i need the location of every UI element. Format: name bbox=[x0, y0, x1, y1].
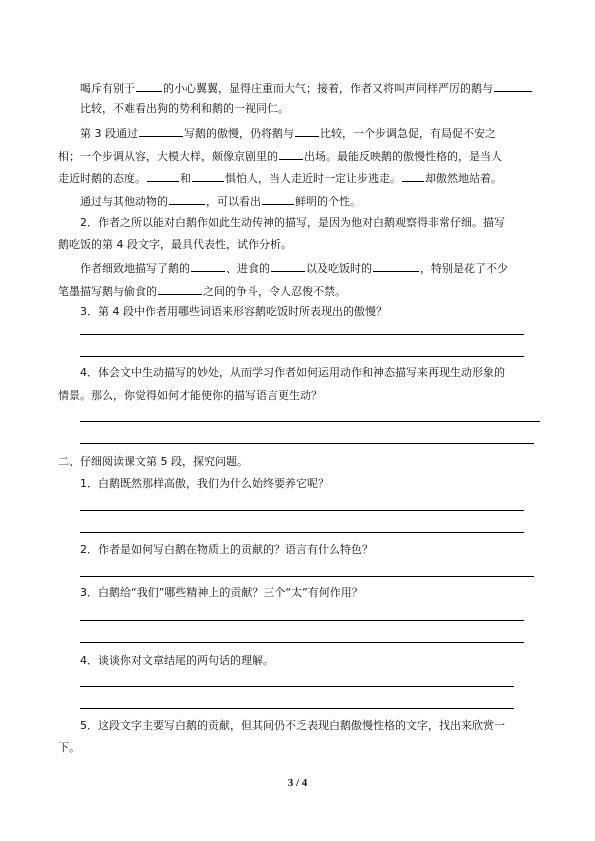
text-line bbox=[58, 148, 502, 164]
text-line bbox=[80, 102, 289, 116]
answer-line[interactable] bbox=[80, 443, 534, 444]
text-line bbox=[80, 260, 508, 276]
text-segment: 3．第 4 段中作者用哪些词语来形容鹅吃饭时所表现出的傲慢？ bbox=[80, 305, 387, 318]
text-segment: 出场。最能反映鹅的傲慢性格的，是当人 bbox=[304, 150, 502, 163]
text-line bbox=[80, 193, 361, 209]
answer-line[interactable] bbox=[80, 708, 514, 709]
answer-line[interactable] bbox=[80, 421, 540, 422]
text-segment: 的小心翼翼，显得庄重而大气；接着，作者又将叫声同样严厉的鹅与 bbox=[163, 82, 493, 95]
answer-line[interactable] bbox=[80, 642, 524, 643]
text-segment: 笔墨描写鹅与偷食的 bbox=[58, 285, 157, 298]
text-segment: 喝斥有别于 bbox=[80, 82, 135, 95]
text-segment: 、进食的 bbox=[226, 262, 270, 275]
fill-blank[interactable] bbox=[191, 260, 225, 272]
question-2 bbox=[80, 216, 505, 230]
text-segment: 4．谈谈你对文章结尾的两句话的理解。 bbox=[80, 654, 274, 667]
text-segment: ，可以看出 bbox=[206, 195, 261, 208]
answer-line[interactable] bbox=[80, 576, 534, 577]
text-line bbox=[80, 80, 533, 96]
text-line bbox=[58, 238, 292, 252]
fill-blank[interactable] bbox=[295, 125, 319, 137]
text-segment: 3．白鹅给“我们”哪些精神上的贡献？三个“太”有何作用？ bbox=[80, 586, 363, 599]
text-segment: 4．体会文中生动描写的妙处，从而学习作者如何运用动作和神态描写来再现生动形象的 bbox=[80, 366, 505, 379]
fill-blank[interactable] bbox=[494, 80, 532, 92]
text-segment: 1．白鹅既然那样高傲，我们为什么始终要养它呢？ bbox=[80, 477, 329, 490]
answer-line[interactable] bbox=[80, 356, 524, 357]
fill-blank[interactable] bbox=[373, 260, 419, 272]
text-line bbox=[58, 283, 346, 299]
text-segment: 比较，一个步调急促，有局促不安之 bbox=[320, 127, 496, 140]
text-segment: 惧怕人，当人走近时一定让步逃走。 bbox=[225, 172, 401, 185]
fill-blank[interactable] bbox=[402, 170, 424, 182]
text-segment: 作者细致地描写了鹅的 bbox=[80, 262, 190, 275]
text-segment: 2．作者是如何写白鹅在物质上的贡献的？语言有什么特色？ bbox=[80, 543, 373, 556]
answer-line[interactable] bbox=[80, 334, 524, 335]
text-segment: 鲜明的个性。 bbox=[295, 195, 361, 208]
question-5-3 bbox=[80, 586, 363, 600]
text-segment: 情景。那么，你觉得如何才能使你的描写语言更生动？ bbox=[58, 389, 322, 402]
question-5-2 bbox=[80, 543, 373, 557]
text-segment: 第 3 段通过 bbox=[80, 127, 138, 140]
fill-blank[interactable] bbox=[262, 193, 294, 205]
text-line bbox=[58, 389, 322, 403]
text-segment: 比较，不难看出狗的势利和鹅的一视同仁。 bbox=[80, 102, 289, 115]
question-3 bbox=[80, 305, 387, 319]
text-line bbox=[58, 170, 502, 186]
answer-line[interactable] bbox=[80, 510, 524, 511]
text-segment: 相；一个步调从容，大模大样，颇像京剧里的 bbox=[58, 150, 278, 163]
fill-blank[interactable] bbox=[169, 193, 205, 205]
text-segment: 走近时鹅的态度。 bbox=[58, 172, 146, 185]
section-heading bbox=[58, 455, 248, 469]
text-line bbox=[80, 125, 496, 141]
answer-line[interactable] bbox=[80, 620, 524, 621]
fill-blank[interactable] bbox=[147, 170, 179, 182]
text-segment: 通过与其他动物的 bbox=[80, 195, 168, 208]
page-number: 3 / 4 bbox=[287, 777, 308, 789]
text-segment: 5．这段文字主要写白鹅的贡献，但其间仍不乏表现白鹅傲慢性格的文字，找出来欣赏一 bbox=[80, 719, 505, 732]
question-4 bbox=[80, 366, 505, 380]
text-segment: 和 bbox=[180, 172, 191, 185]
fill-blank[interactable] bbox=[158, 283, 202, 295]
fill-blank[interactable] bbox=[279, 148, 303, 160]
fill-blank[interactable] bbox=[136, 80, 162, 92]
text-segment: ，特别是花了不少 bbox=[420, 262, 508, 275]
question-5-1 bbox=[80, 477, 329, 491]
text-segment: 却傲然地站着。 bbox=[425, 172, 502, 185]
text-line bbox=[58, 741, 80, 755]
answer-line[interactable] bbox=[80, 532, 524, 533]
fill-blank[interactable] bbox=[192, 170, 224, 182]
text-segment: 下。 bbox=[58, 741, 80, 754]
question-5-5 bbox=[80, 719, 505, 733]
text-segment: 之间的争斗，令人忍俊不禁。 bbox=[203, 285, 346, 298]
text-segment: 写鹅的傲慢，仍将鹅与 bbox=[184, 127, 294, 140]
text-segment: 2．作者之所以能对白鹅作如此生动传神的描写，是因为他对白鹅观察得非常仔细。描写 bbox=[80, 216, 505, 229]
fill-blank[interactable] bbox=[139, 125, 183, 137]
text-segment: 二、仔细阅读课文第 5 段，探究问题。 bbox=[58, 455, 248, 468]
text-segment: 鹅吃饭的第 4 段文字，最具代表性，试作分析。 bbox=[58, 238, 292, 251]
question-5-4 bbox=[80, 654, 274, 668]
fill-blank[interactable] bbox=[271, 260, 305, 272]
text-segment: 以及吃饭时的 bbox=[306, 262, 372, 275]
answer-line[interactable] bbox=[80, 686, 514, 687]
